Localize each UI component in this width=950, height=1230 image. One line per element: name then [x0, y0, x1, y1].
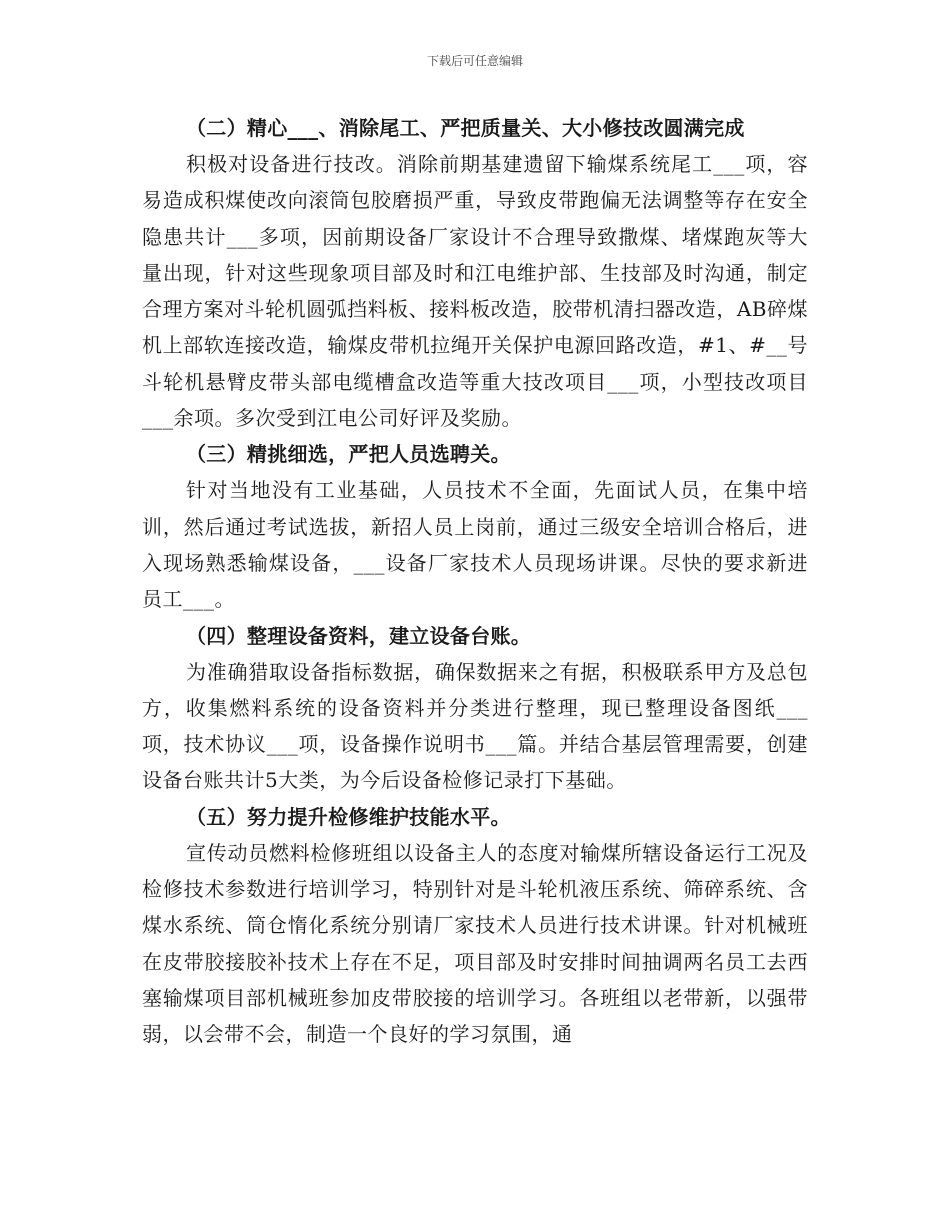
section-paragraph-2: 积极对设备进行技改。消除前期基建遗留下输煤系统尾工___项，容易造成积煤使改向滚筒包胶磨损严重，导致皮带跑偏无法调整等存在安全隐患共计___多项，因前期设备厂家设计不合理导致撒煤、堵煤跑灰等大量出现，针对这些现象项目部及时和江电维护部、生技部及时沟通，制定合理方案对斗轮机圆弧挡料板、接料板改造，胶带机清扫器改造，AB碎煤机上部软连接改造，输煤皮带机拉绳开关保护电源回路改造，#1、#__号斗轮机悬臂皮带头部电缆槽盒改造等重大技改项目___项，小型技改项目___余项。多次受到江电公司好评及奖励。: [142, 152, 808, 431]
section-heading-5: （五）努力提升检修维护技能水平。: [186, 804, 511, 829]
section-heading-2: （二）精心___、消除尾工、严把质量关、大小修技改圆满完成: [186, 116, 745, 140]
page-header: 下载后可任意编辑: [426, 54, 523, 68]
section-paragraph-5: 宣传动员燃料检修班组以设备主人的态度对输煤所辖设备运行工况及检修技术参数进行培训学习，特别针对是斗轮机液压系统、筛碎系统、含煤水系统、筒仓惰化系统分别请厂家技术人员进行技术讲课。针对机械班在皮带胶接胶补技术上存在不足，项目部及时安排时间抽调两名员工去西塞输煤项目部机械班参加皮带胶接的培训学习。各班组以老带新，以强带弱，以会带不会，制造一个良好的学习氛围，通: [142, 840, 808, 1047]
section-heading-4: （四）整理设备资料，建立设备台账。: [186, 623, 532, 648]
section-heading-3: （三）精挑细选，严把人员选聘关。: [186, 442, 511, 467]
section-paragraph-3: 针对当地没有工业基础，人员技术不全面，先面试人员，在集中培训，然后通过考试选拔，新招人员上岗前，通过三级安全培训合格后，进入现场熟悉输煤设备，___设备厂家技术人员现场讲课。尽快的要求新进员工___。: [142, 478, 808, 612]
document-body: [142, 110, 808, 1053]
section-paragraph-4: 为准确猎取设备指标数据，确保数据来之有据，积极联系甲方及总包方，收集燃料系统的设备资料并分类进行整理，现已整理设备图纸___项，技术协议___项，设备操作说明书___篇。并结合基层管理需要，创建设备台账共计5大类，为今后设备检修记录打下基础。: [142, 659, 808, 793]
